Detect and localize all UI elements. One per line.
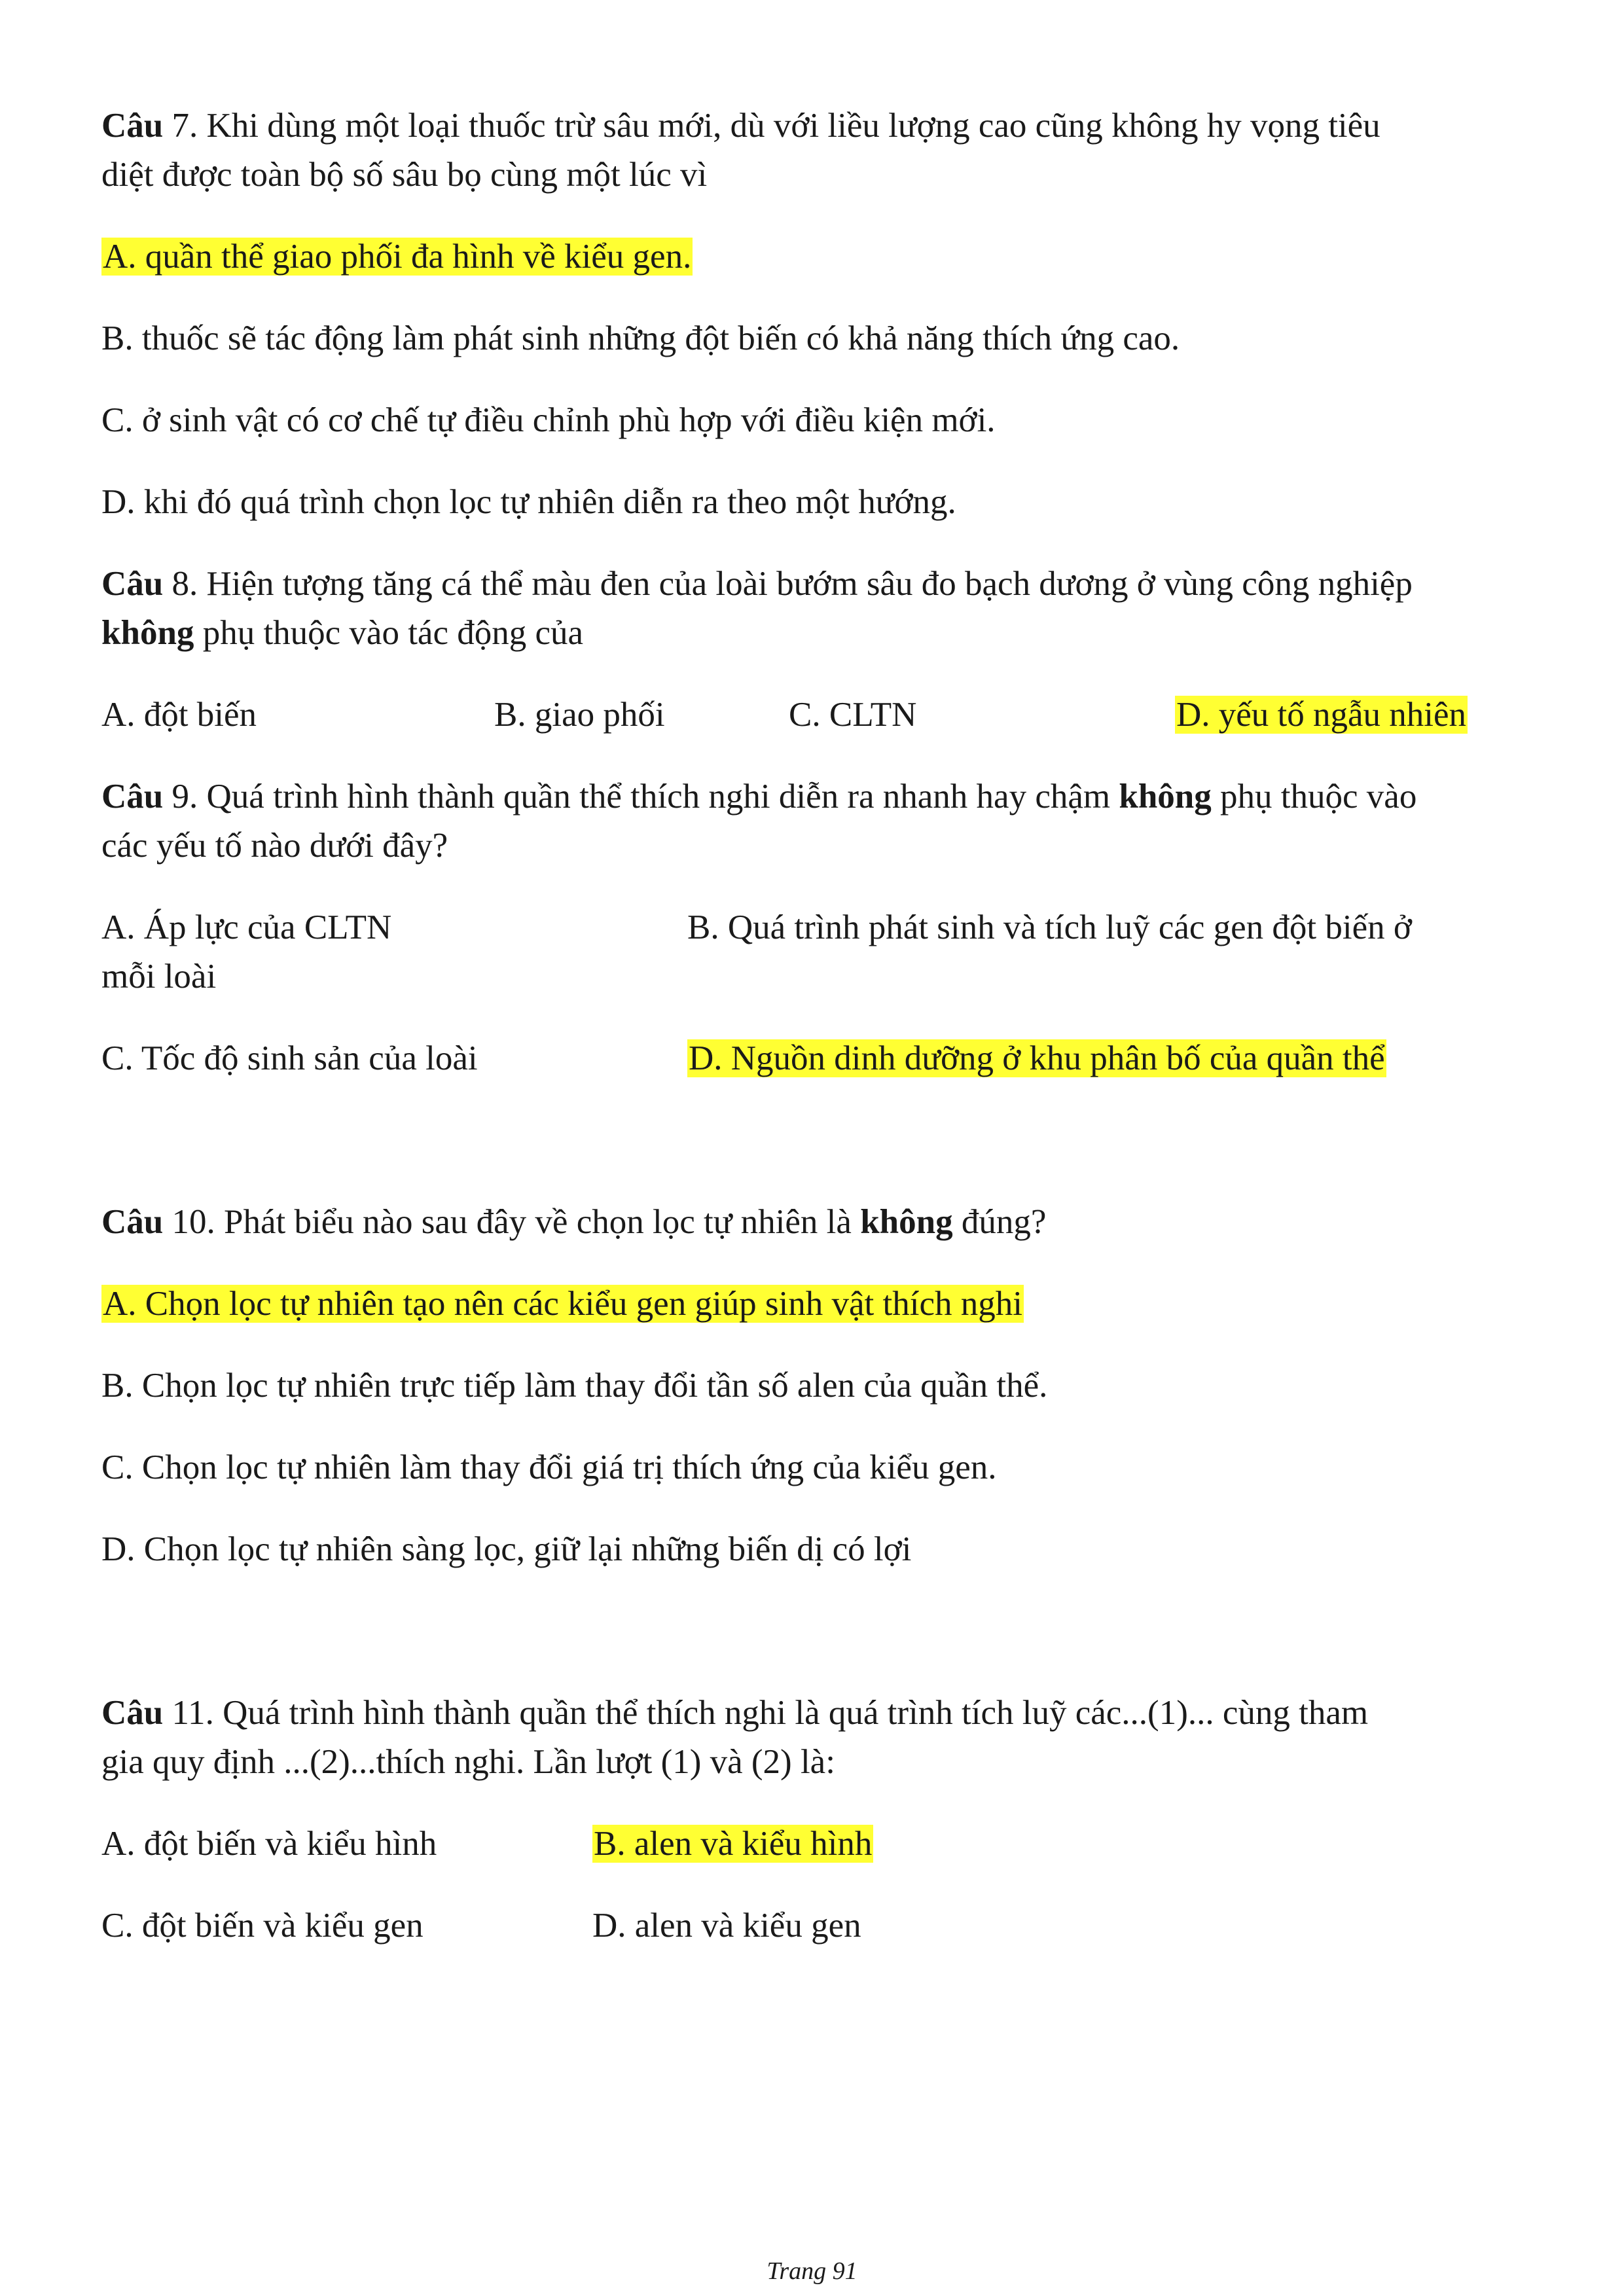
question-8-option-a: A. đột biến bbox=[101, 696, 257, 734]
question-11-line-1 bbox=[101, 1689, 1368, 1738]
question-number: 8 bbox=[171, 565, 190, 603]
correct-answer-highlight: B. alen và kiểu hình bbox=[594, 1825, 873, 1863]
question-label: Câu bbox=[101, 1694, 164, 1732]
question-label: Câu bbox=[101, 565, 164, 603]
question-10-option-d: D. Chọn lọc tự nhiên sàng lọc, giữ lại những biến dị có lợi bbox=[101, 1530, 912, 1568]
question-11-option-d: D. alen và kiểu gen bbox=[592, 1907, 861, 1945]
question-9-option-d bbox=[687, 1034, 1386, 1083]
question-10-option-c: C. Chọn lọc tự nhiên làm thay đổi giá trị thích ứng của kiểu gen. bbox=[101, 1448, 997, 1486]
question-text: . Phát biểu nào sau đây về chọn lọc tự nhiên là bbox=[206, 1203, 861, 1241]
question-9-line-1 bbox=[101, 772, 1416, 821]
question-number: 7 bbox=[171, 107, 190, 145]
correct-answer-highlight: D. Nguồn dinh dưỡng ở khu phân bố của quần thể bbox=[689, 1039, 1385, 1077]
question-11-option-c: C. đột biến và kiểu gen bbox=[101, 1907, 424, 1945]
question-text: phụ thuộc vào bbox=[1211, 778, 1417, 816]
question-10-option-b: B. Chọn lọc tự nhiên trực tiếp làm thay đổi tần số alen của quần thể. bbox=[101, 1367, 1048, 1405]
question-text: . Khi dùng một loại thuốc trừ sâu mới, dù với liều lượng cao cũng không hy vọng tiêu bbox=[189, 107, 1380, 145]
question-7-option-d: D. khi đó quá trình chọn lọc tự nhiên diễn ra theo một hướng. bbox=[101, 483, 956, 521]
page-number-footer: Trang 91 bbox=[767, 2257, 857, 2285]
question-11-option-a: A. đột biến và kiểu hình bbox=[101, 1825, 437, 1863]
question-text: đúng? bbox=[952, 1203, 1047, 1241]
emphasis-text: không bbox=[860, 1203, 953, 1241]
question-8-line-1 bbox=[101, 560, 1413, 609]
question-7-line-1 bbox=[101, 101, 1380, 151]
correct-answer-highlight: A. Chọn lọc tự nhiên tạo nên các kiểu gen giúp sinh vật thích nghi bbox=[103, 1285, 1022, 1323]
question-10-line-1 bbox=[101, 1198, 1046, 1247]
question-text: . Quá trình hình thành quần thể thích nghi diễn ra nhanh hay chậm bbox=[189, 778, 1119, 816]
question-number: 11 bbox=[171, 1694, 206, 1732]
question-11-line-2: gia quy định ...(2)...thích nghi. Lần lượt (1) và (2) là: bbox=[101, 1743, 835, 1781]
emphasis-text: không bbox=[1119, 778, 1212, 816]
correct-answer-highlight: D. yếu tố ngẫu nhiên bbox=[1176, 696, 1467, 734]
question-8-line-2 bbox=[101, 609, 583, 658]
question-label: Câu bbox=[101, 1203, 164, 1241]
question-7-option-b: B. thuốc sẽ tác động làm phát sinh những đột biến có khả năng thích ứng cao. bbox=[101, 319, 1180, 357]
question-10-option-a bbox=[101, 1280, 1024, 1329]
question-number: 10 bbox=[171, 1203, 207, 1241]
question-text: phụ thuộc vào tác động của bbox=[194, 614, 584, 652]
question-11-option-b bbox=[592, 1820, 873, 1869]
question-7-line-2: diệt được toàn bộ số sâu bọ cùng một lúc vì bbox=[101, 156, 708, 194]
question-label: Câu bbox=[101, 107, 164, 145]
correct-answer-highlight: A. quần thể giao phối đa hình về kiểu gen. bbox=[103, 238, 692, 276]
question-label: Câu bbox=[101, 778, 164, 816]
question-9-option-b-continued: mỗi loài bbox=[101, 958, 217, 996]
question-7-option-c: C. ở sinh vật có cơ chế tự điều chỉnh phù hợp với điều kiện mới. bbox=[101, 401, 996, 439]
question-9-option-c: C. Tốc độ sinh sản của loài bbox=[101, 1039, 478, 1077]
question-9-option-b: B. Quá trình phát sinh và tích luỹ các gen đột biến ở bbox=[687, 908, 1412, 946]
emphasis-text: không bbox=[101, 614, 194, 652]
question-8-option-c: C. CLTN bbox=[789, 696, 917, 734]
question-number: 9 bbox=[171, 778, 190, 816]
question-text: . Quá trình hình thành quần thể thích nghi là quá trình tích luỹ các...(1)... cùng tham bbox=[205, 1694, 1369, 1732]
question-8-option-d bbox=[1175, 691, 1468, 740]
question-9-option-a: A. Áp lực của CLTN bbox=[101, 908, 392, 946]
question-text: . Hiện tượng tăng cá thể màu đen của loài bướm sâu đo bạch dương ở vùng công nghiệp bbox=[189, 565, 1413, 603]
question-9-line-2: các yếu tố nào dưới đây? bbox=[101, 827, 448, 865]
question-7-option-a bbox=[101, 232, 693, 281]
question-8-option-b: B. giao phối bbox=[494, 696, 665, 734]
